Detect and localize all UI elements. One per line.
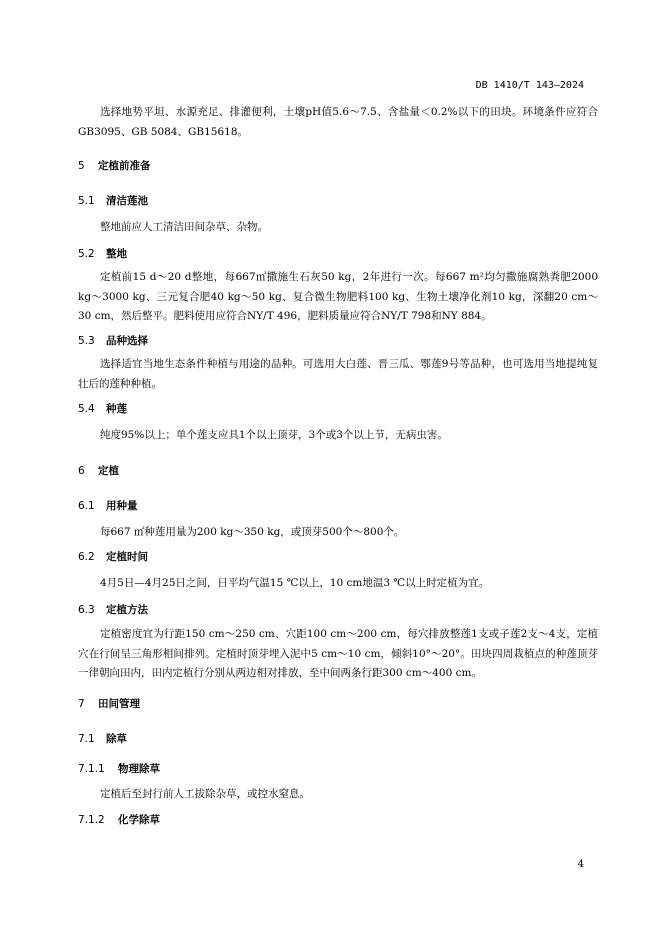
section-number: 7 xyxy=(78,698,85,710)
section-number: 7.1.1 xyxy=(78,763,105,775)
section-heading-7-1-2 xyxy=(78,815,160,826)
section-title: 种莲 xyxy=(106,403,127,415)
section-heading-5-1 xyxy=(78,196,148,207)
section-title: 定植时间 xyxy=(106,551,148,563)
paragraph-6-2: 4月5日—4月25日之间，日平均气温15 ℃以上，10 cm地温3 ℃以上时定植为宜。 xyxy=(100,577,490,589)
paragraph-6-3: 定植密度宜为行距150 cm～250 cm、穴距100 cm～200 cm，每穴排放整莲1支或子莲2支～4支，定植穴在行间呈三角形相间排列。定植时顶芽埋入泥中5 cm～10 cm，倾斜10°～20°。田块四周栽植点的种莲顶芽一律朝向田内，田内定植行分别从两边相对排放，至中间两条行距300 cm～400 cm。 xyxy=(78,628,598,679)
document-header-code: DB 1410/T 143—2024 xyxy=(475,80,584,91)
section-number: 6.1 xyxy=(78,500,95,512)
page-number: 4 xyxy=(577,859,584,870)
paragraph-7-1-1: 定植后至封行前人工拔除杂草，或控水窒息。 xyxy=(100,788,310,800)
section-title: 整地 xyxy=(106,248,127,260)
section-heading-6-1 xyxy=(78,501,138,512)
section-title: 物理除草 xyxy=(118,763,160,775)
section-number: 6.2 xyxy=(78,551,95,563)
section-heading-5 xyxy=(78,161,151,172)
section-number: 6.3 xyxy=(78,604,95,616)
section-title: 清洁莲池 xyxy=(106,195,148,207)
paragraph-site-selection: 选择地势平坦、水源充足、排灌便利，土壤pH值5.6～7.5、含盐量＜0.2%以下的田块。环境条件应符合GB3095、GB 5084、GB15618。 xyxy=(78,106,598,138)
section-heading-5-4 xyxy=(78,404,127,415)
section-heading-7-1-1 xyxy=(78,764,160,775)
section-title: 定植前准备 xyxy=(98,160,151,172)
section-title: 品种选择 xyxy=(106,335,148,347)
section-title: 田间管理 xyxy=(98,698,140,710)
section-heading-6-3 xyxy=(78,605,148,616)
section-heading-5-3 xyxy=(78,336,148,347)
section-title: 定植方法 xyxy=(106,604,148,616)
section-number: 7.1 xyxy=(78,733,95,745)
paragraph-5-2: 定植前15 d～20 d整地，每667㎡撒施生石灰50 kg，2年进行一次。每667 m²均匀撒施腐熟粪肥2000 kg～3000 kg、三元复合肥40 kg～50 kg、复合微生物肥料100 kg、生物土壤净化剂10 kg，深翻20 cm～30 cm，然后整平。肥料使用应符合NY/T 496，肥料质量应符合NY/T 798和NY 884。 xyxy=(78,271,598,322)
section-number: 7.1.2 xyxy=(78,814,105,826)
section-number: 5.4 xyxy=(78,403,95,415)
section-title: 用种量 xyxy=(106,500,138,512)
section-number: 5.1 xyxy=(78,195,95,207)
paragraph-5-4: 纯度95%以上；单个莲支应具1个以上顶芽，3个或3个以上节，无病虫害。 xyxy=(100,429,448,441)
paragraph-5-1: 整地前应人工清洁田间杂草、杂物。 xyxy=(100,221,268,233)
section-number: 5.2 xyxy=(78,248,95,260)
section-title: 除草 xyxy=(106,733,127,745)
section-number: 6 xyxy=(78,465,85,477)
paragraph-6-1: 每667 ㎡种莲用量为200 kg～350 kg，或顶芽500个～800个。 xyxy=(100,526,405,538)
section-heading-6 xyxy=(78,466,119,477)
section-title: 定植 xyxy=(98,465,119,477)
section-heading-7 xyxy=(78,699,140,710)
section-title: 化学除草 xyxy=(118,814,160,826)
section-heading-6-2 xyxy=(78,552,148,563)
section-heading-5-2 xyxy=(78,249,127,260)
section-heading-7-1 xyxy=(78,734,127,745)
section-number: 5.3 xyxy=(78,335,95,347)
section-number: 5 xyxy=(78,160,85,172)
paragraph-5-3: 选择适宜当地生态条件种植与用途的品种。可选用大白莲、晋三瓜、鄂莲9号等品种，也可选用当地提纯复壮后的莲种种植。 xyxy=(78,358,598,390)
